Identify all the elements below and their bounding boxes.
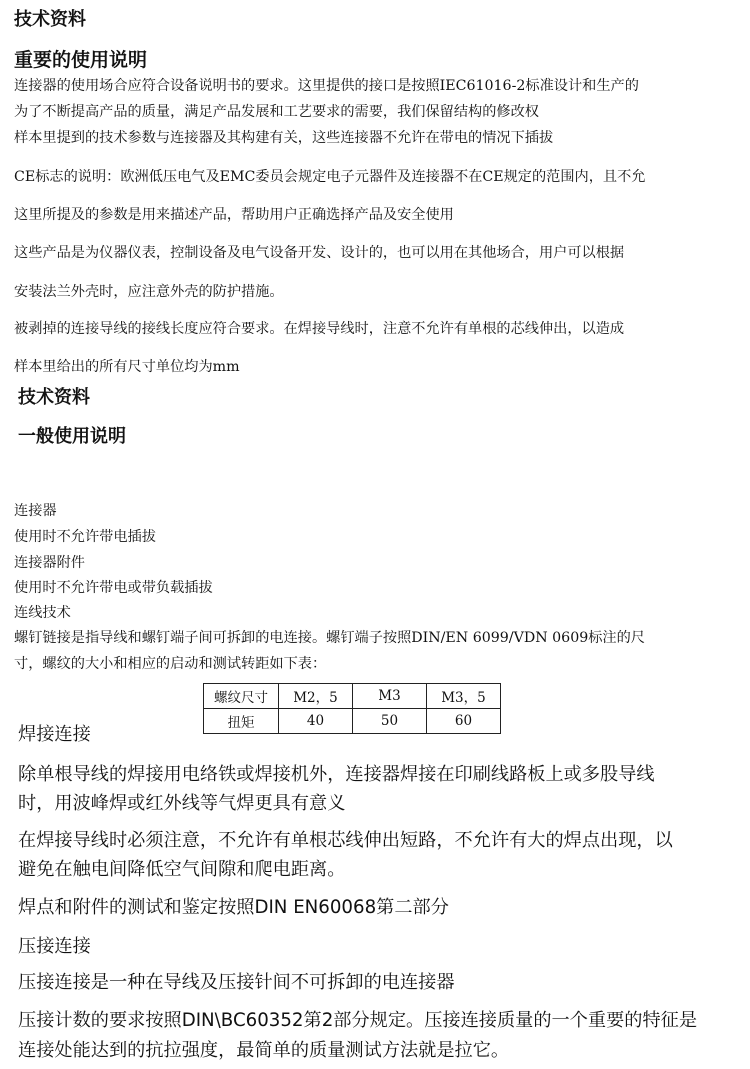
solder-p3: 焊点和附件的测试和鉴定按照DIN EN60068第二部分	[18, 897, 449, 918]
screw-line1: 螺钉链接是指导线和螺钉端子间可拆卸的电连接。螺钉端子按照DIN/EN 6099/VDN 0609标注的尺	[14, 630, 645, 646]
torque-table-row	[204, 709, 501, 734]
torque-table-header-row	[204, 684, 501, 709]
section2-title: 技术资料	[18, 387, 90, 408]
table-cell: 60	[427, 709, 501, 734]
solder-p1-line1: 除单根导线的焊接用电络铁或焊接机外，连接器焊接在印刷线路板上或多股导线	[18, 764, 655, 785]
section1-heading: 重要的使用说明	[14, 49, 148, 71]
crimp-p2-line1: 压接计数的要求按照DIN\BC60352第2部分规定。压接连接质量的一个重要的特征是	[18, 1010, 698, 1031]
ce-note: CE标志的说明：欧洲低压电气及EMC委员会规定电子元器件及连接器不在CE规定的范围内，且不允	[14, 169, 646, 185]
item-accessory: 连接器附件	[14, 555, 85, 571]
flange-note: 安装法兰外壳时，应注意外壳的防护措施。	[14, 284, 284, 300]
crimp-p1: 压接连接是一种在导线及压接针间不可拆卸的电连接器	[18, 972, 455, 993]
para1-line1: 连接器的使用场合应符合设备说明书的要求。这里提供的接口是按照IEC61016-2标准设计和生产的	[14, 78, 639, 94]
table-cell: 40	[279, 709, 353, 734]
torque-table	[203, 683, 501, 734]
item-wiring: 连线技术	[14, 605, 71, 621]
para1-line3: 样本里提到的技术参数与连接器及其构建有关，这些连接器不允许在带电的情况下插拔	[14, 130, 554, 146]
wire-note: 被剥掉的连接导线的接线长度应符合要求。在焊接导线时，注意不允许有单根的芯线伸出，以造成	[14, 321, 625, 337]
table-cell: 扭矩	[204, 709, 279, 734]
table-header-cell: M3	[353, 684, 427, 709]
solder-title: 焊接连接	[18, 724, 91, 745]
solder-p2-line1: 在焊接导线时必须注意，不允许有单根芯线伸出短路，不允许有大的焊点出现，以	[18, 830, 673, 851]
section1-title: 技术资料	[14, 9, 86, 30]
params-note: 这里所提及的参数是用来描述产品，帮助用户正确选择产品及安全使用	[14, 207, 454, 223]
solder-p2-line2: 避免在触电间降低空气间隙和爬电距离。	[18, 859, 346, 880]
screw-line2: 寸，螺纹的大小和相应的启动和测试转距如下表：	[14, 656, 327, 672]
crimp-p2-line2: 连接处能达到的抗拉强度，最简单的质量测试方法就是拉它。	[18, 1040, 510, 1061]
table-header-cell: 螺纹尺寸	[204, 684, 279, 709]
table-cell: 50	[353, 709, 427, 734]
para1-line2: 为了不断提高产品的质量，满足产品发展和工艺要求的需要，我们保留结构的修改权	[14, 104, 539, 120]
item-connector: 连接器	[14, 503, 57, 519]
section2-heading: 一般使用说明	[18, 426, 126, 447]
table-header-cell: M2，5	[279, 684, 353, 709]
item-connector-note: 使用时不允许带电插拔	[14, 529, 156, 545]
crimp-title: 压接连接	[18, 936, 91, 957]
solder-p1-line2: 时，用波峰焊或红外线等气焊更具有意义	[18, 793, 346, 814]
unit-note: 样本里给出的所有尺寸单位均为mm	[14, 359, 240, 375]
table-header-cell: M3，5	[427, 684, 501, 709]
item-accessory-note: 使用时不允许带电或带负载插拔	[14, 580, 213, 596]
usage-note: 这些产品是为仪器仪表，控制设备及电气设备开发、设计的，也可以用在其他场合，用户可以根据	[14, 245, 625, 261]
